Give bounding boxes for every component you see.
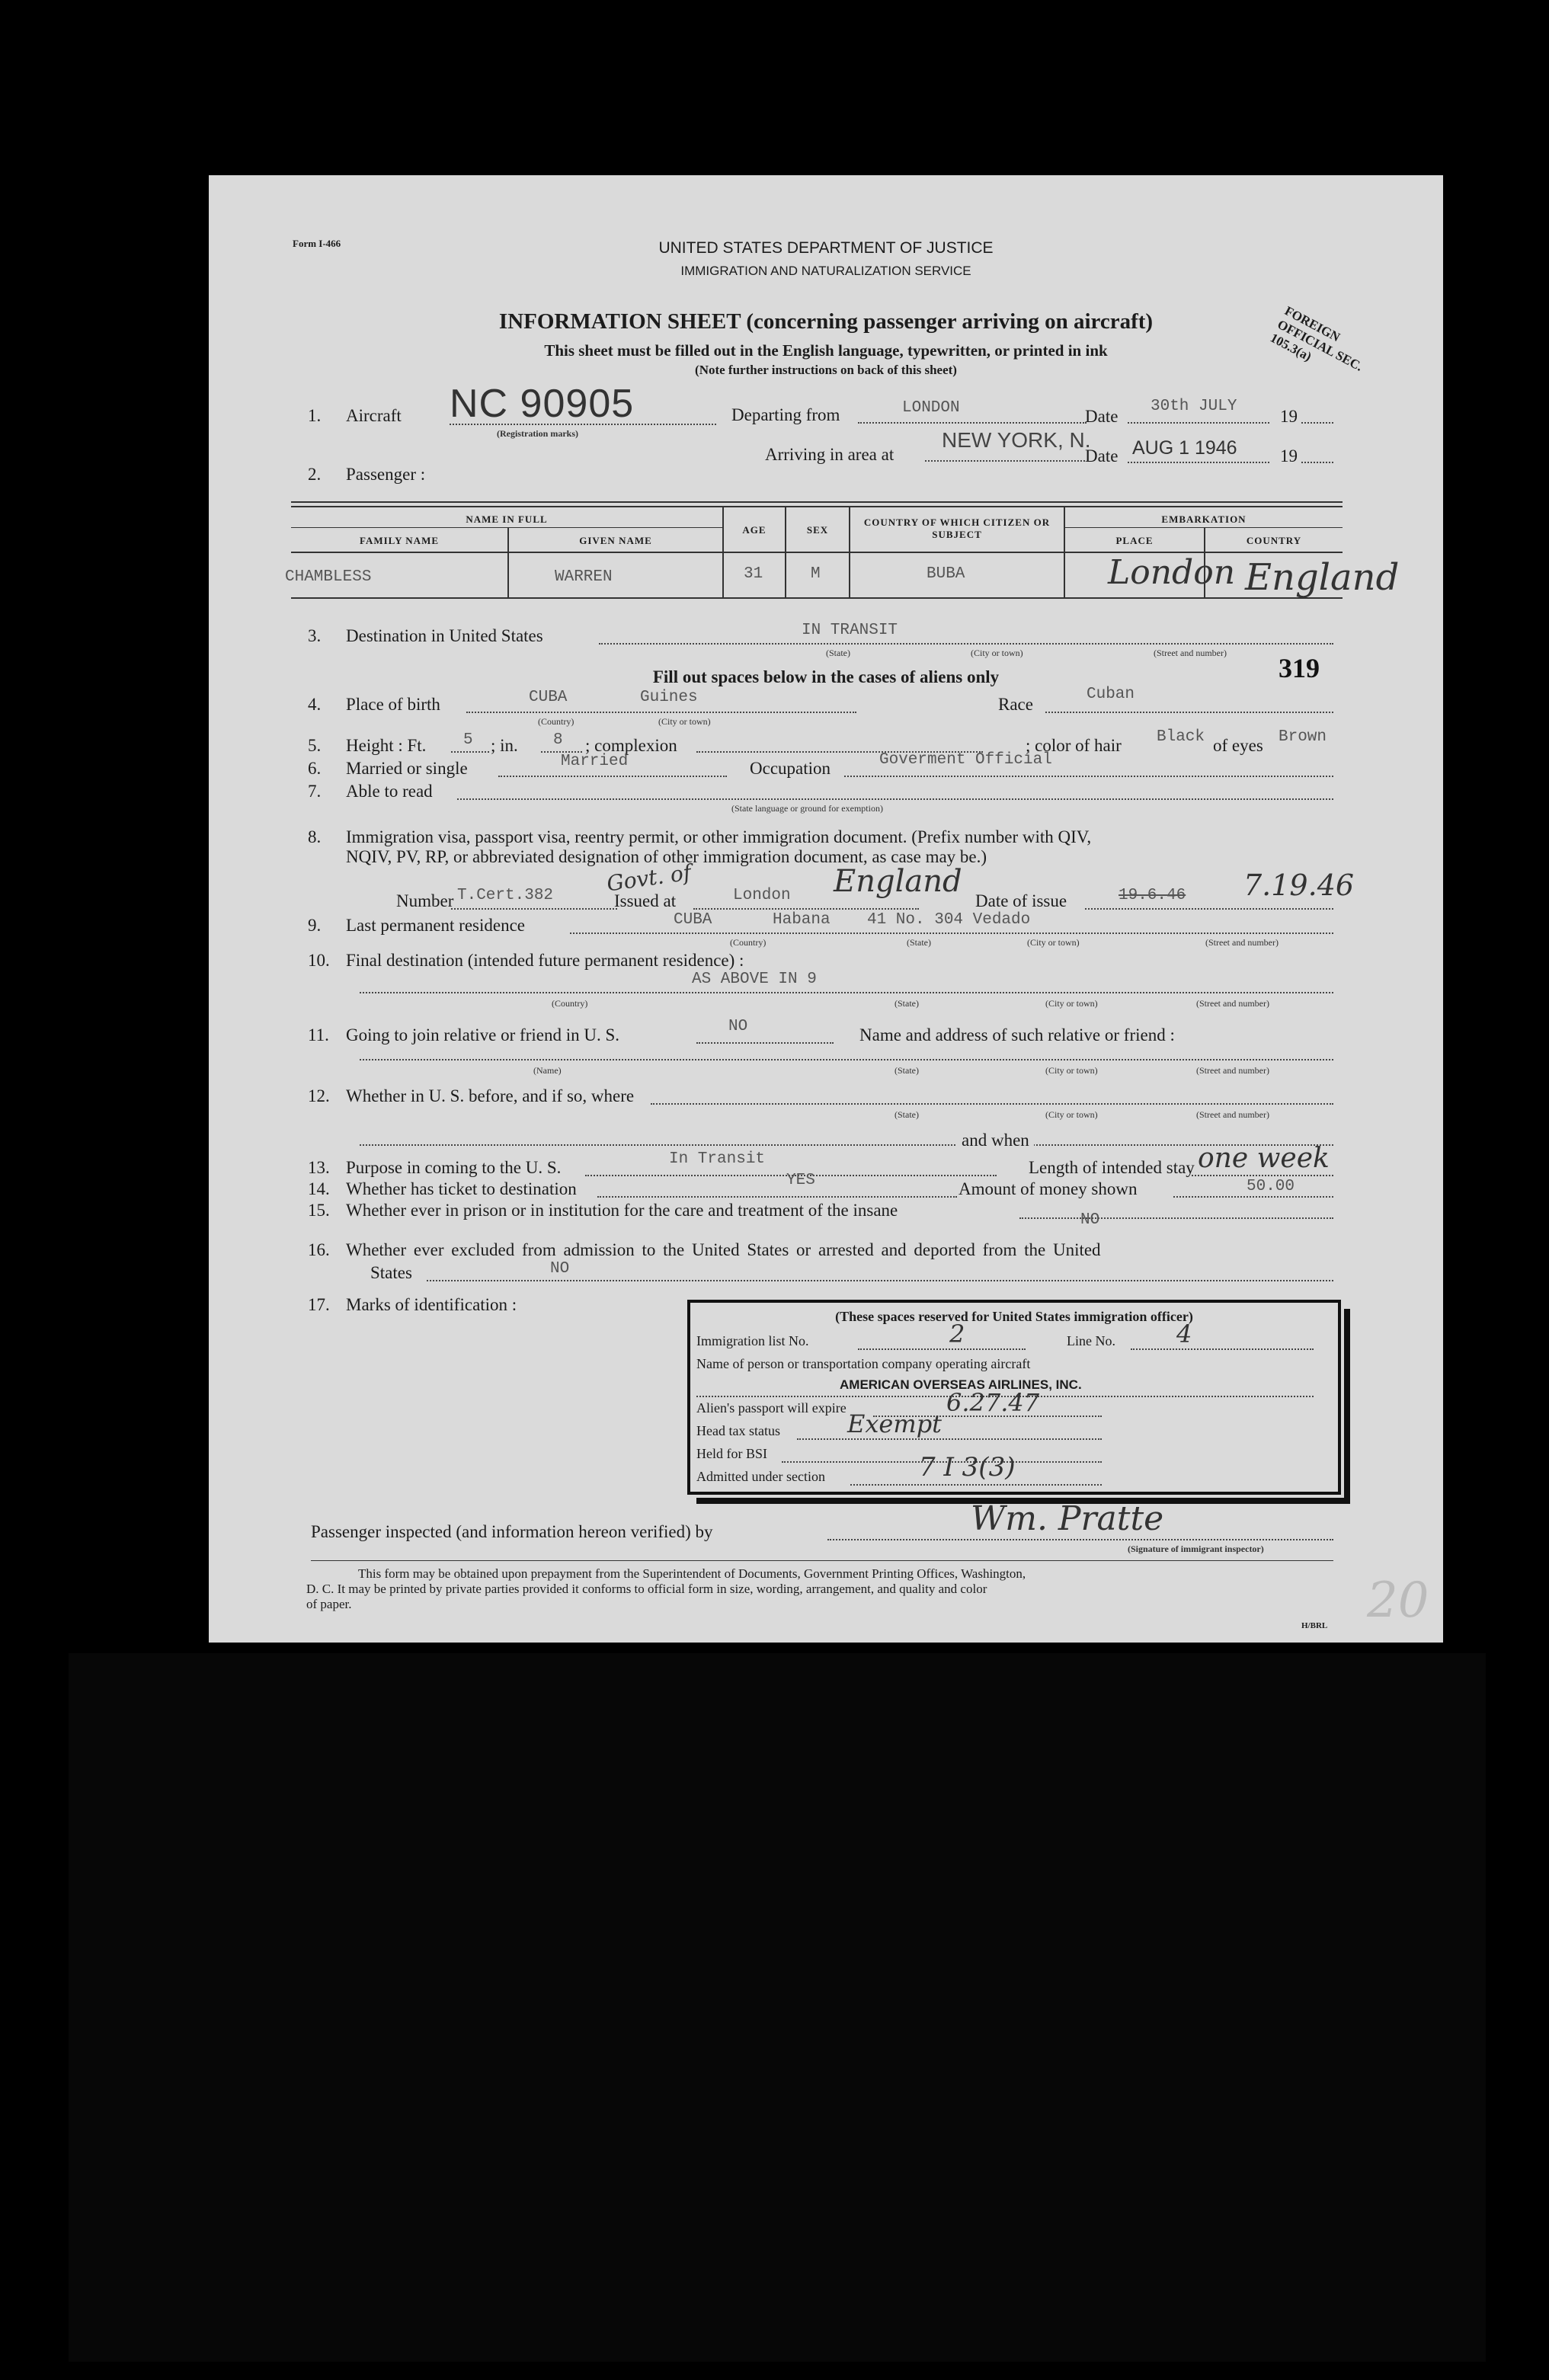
q10-city-sub: (City or town) — [1045, 998, 1098, 1009]
q8-line2: NQIV, PV, RP, or abbreviated designation of other immigration document, as case may be.) — [346, 847, 987, 866]
race-label: Race — [998, 695, 1033, 714]
age-value: 31 — [744, 565, 763, 583]
immigration-list-value: 2 — [949, 1320, 965, 1348]
height-feet-value: 5 — [463, 731, 473, 749]
read-label: Able to read — [346, 782, 433, 801]
married-label: Married or single — [346, 759, 468, 778]
sex-value: M — [811, 565, 821, 583]
q5-number: 5. — [308, 736, 322, 755]
immigration-list-label: Immigration list No. — [696, 1333, 809, 1348]
money-value: 50.00 — [1247, 1178, 1295, 1195]
hair-value: Black — [1157, 728, 1205, 746]
purpose-value: In Transit — [669, 1150, 766, 1168]
officer-box-title: (These spaces reserved for United States immigration officer) — [835, 1309, 1193, 1324]
and-when-label: and when — [957, 1131, 1034, 1150]
line-no-label: Line No. — [1067, 1333, 1115, 1348]
height-label: Height : Ft. — [346, 736, 427, 755]
money-label: Amount of money shown — [959, 1179, 1138, 1198]
birth-city-value: Guines — [640, 689, 698, 706]
race-value: Cuban — [1087, 686, 1135, 703]
birth-city-sub: (City or town) — [658, 716, 711, 727]
q11-name-sub: (Name) — [533, 1065, 562, 1076]
relative-name-address-label: Name and address of such relative or friend : — [859, 1025, 1175, 1044]
footer-line-3: of paper. — [306, 1597, 352, 1611]
page-title: INFORMATION SHEET (concerning passenger arriving on aircraft) — [498, 309, 1154, 334]
item-1-number: 1. — [308, 406, 322, 425]
q14-number: 14. — [308, 1179, 330, 1198]
date-of-issue-label: Date of issue — [975, 891, 1067, 910]
birth-country-sub: (Country) — [538, 716, 574, 727]
form-number: Form I-466 — [293, 238, 341, 249]
name-in-full-header: NAME IN FULL — [466, 513, 548, 525]
item-2-number: 2. — [308, 465, 322, 484]
residence-label: Last permanent residence — [346, 916, 525, 935]
q10-street-sub: (Street and number) — [1196, 998, 1269, 1009]
footer-line-2: D. C. It may be printed by private parties provided it conforms to official form in size, wording, arrangement, and quality and color — [306, 1582, 987, 1596]
passport-expire-value: 6.27.47 — [946, 1388, 1040, 1417]
q12-street-sub: (Street and number) — [1196, 1109, 1269, 1120]
eyes-value: Brown — [1279, 728, 1327, 746]
relative-value: NO — [728, 1018, 748, 1035]
embark-country-value: England — [1245, 556, 1400, 599]
issued-at-label: Issued at — [614, 891, 677, 910]
place-header: PLACE — [1115, 535, 1154, 546]
company-value: AMERICAN OVERSEAS AIRLINES, INC. — [840, 1377, 1082, 1392]
departing-date-value: 30th JULY — [1151, 398, 1237, 415]
final-destination-label: Final destination (intended future permanent residence) : — [346, 951, 744, 970]
q9-street-sub: (Street and number) — [1205, 937, 1279, 948]
final-destination-value: AS ABOVE IN 9 — [692, 971, 817, 988]
family-name-header: FAMILY NAME — [359, 535, 440, 546]
arriving-date-value: AUG 1 1946 — [1132, 437, 1237, 459]
q3-street-sub: (Street and number) — [1154, 648, 1227, 658]
admitted-section-value: 7 I 3(3) — [919, 1452, 1016, 1483]
hair-label: ; color of hair — [1026, 736, 1122, 755]
departing-year: 19 — [1280, 407, 1298, 426]
ticket-label: Whether has ticket to destination — [346, 1179, 577, 1198]
citizen-country-header: COUNTRY OF WHICH CITIZEN OR SUBJECT — [863, 517, 1051, 540]
admitted-section-label: Admitted under section — [696, 1469, 825, 1484]
information-sheet — [209, 175, 1443, 1643]
citizen-value: BUBA — [927, 565, 965, 583]
q10-country-sub: (Country) — [552, 998, 588, 1009]
q4-label: Place of birth — [346, 695, 440, 714]
service-title: IMMIGRATION AND NATURALIZATION SERVICE — [680, 264, 971, 278]
birth-country-value: CUBA — [529, 689, 568, 706]
given-name-header: GIVEN NAME — [579, 535, 652, 546]
prison-label: Whether ever in prison or in institution for the care and treatment of the insane — [346, 1201, 898, 1220]
residence-country-value: CUBA — [674, 911, 712, 929]
excluded-label-2: States — [370, 1263, 412, 1282]
signature-sub: (Signature of immigrant inspector) — [1128, 1543, 1264, 1554]
departing-date-label: Date — [1085, 407, 1119, 426]
aliens-heading: Fill out spaces below in the cases of aliens only — [652, 667, 1000, 686]
q10-number: 10. — [308, 951, 330, 970]
q10-state-sub: (State) — [895, 998, 919, 1009]
length-of-stay-value: one week — [1198, 1143, 1330, 1174]
residence-street-value: 41 No. 304 Vedado — [867, 911, 1031, 929]
registration-marks-sub: (Registration marks) — [497, 428, 578, 439]
us-before-label: Whether in U. S. before, and if so, where — [346, 1086, 635, 1105]
document-number-value: T.Cert.382 — [457, 887, 554, 904]
line-no-value: 4 — [1176, 1320, 1192, 1348]
relative-label: Going to join relative or friend in U. S. — [346, 1025, 619, 1044]
q12-number: 12. — [308, 1086, 330, 1105]
q11-number: 11. — [308, 1025, 329, 1044]
country-header: COUNTRY — [1246, 535, 1302, 546]
prison-value: NO — [1080, 1211, 1100, 1229]
margin-number: 20 — [1367, 1572, 1429, 1629]
ticket-value: YES — [786, 1172, 815, 1189]
arriving-year: 19 — [1280, 446, 1298, 465]
inspector-signature: Wm. Pratte — [971, 1499, 1164, 1538]
foreign-official-stamp: FOREIGN OFFICIAL SEC. 105.3(a) — [1268, 303, 1365, 374]
q17-number: 17. — [308, 1295, 330, 1314]
q8-number: 8. — [308, 827, 322, 846]
arriving-value: NEW YORK, N. — [942, 428, 1091, 452]
embark-place-value: London — [1108, 553, 1236, 592]
head-tax-value: Exempt — [847, 1409, 943, 1438]
eyes-label: of eyes — [1213, 736, 1263, 755]
arriving-date-label: Date — [1085, 446, 1119, 465]
q3-city-sub: (City or town) — [971, 648, 1023, 658]
passenger-label: Passenger : — [346, 465, 426, 484]
q12-state-sub: (State) — [895, 1109, 919, 1120]
length-of-stay-label: Length of intended stay — [1029, 1158, 1195, 1177]
issued-at-value: London — [733, 887, 791, 904]
q13-number: 13. — [308, 1158, 330, 1177]
occupation-value: Goverment Official — [879, 751, 1052, 769]
q9-country-sub: (Country) — [730, 937, 766, 948]
q3-number: 3. — [308, 626, 322, 645]
complexion-label: ; complexion — [585, 736, 677, 755]
note-text: (Note further instructions on back of this sheet) — [695, 363, 957, 377]
embarkation-header: EMBARKATION — [1161, 513, 1247, 525]
departing-value: LONDON — [902, 399, 960, 417]
govt-of-handwritten: Govt. of — [605, 859, 693, 897]
q3-state-sub: (State) — [826, 648, 850, 658]
family-name-value: CHAMBLESS — [285, 568, 372, 586]
age-header: AGE — [742, 524, 766, 536]
sex-header: SEX — [806, 524, 829, 536]
q12-city-sub: (City or town) — [1045, 1109, 1098, 1120]
marks-label: Marks of identification : — [346, 1295, 517, 1314]
excluded-label: Whether ever excluded from admission to the United States or arrested and deported from the United — [346, 1240, 1101, 1259]
date-of-issue-value: 19.6.46 — [1119, 887, 1186, 904]
excluded-value: NO — [550, 1260, 570, 1278]
q11-street-sub: (Street and number) — [1196, 1065, 1269, 1076]
q9-number: 9. — [308, 916, 322, 935]
q11-city-sub: (City or town) — [1045, 1065, 1098, 1076]
aircraft-value: NC 90905 — [450, 382, 635, 426]
q8-line1: Immigration visa, passport visa, reentry permit, or other immigration document. (Prefix number with QIV, — [346, 827, 1092, 846]
instruction-text: This sheet must be filled out in the English language, typewritten, or printed in ink — [544, 341, 1108, 360]
q3-value: IN TRANSIT — [802, 622, 898, 639]
residence-city-value: Habana — [773, 911, 831, 929]
arriving-label: Arriving in area at — [765, 445, 895, 464]
q16-number: 16. — [308, 1240, 330, 1259]
q3-label: Destination in United States — [346, 626, 543, 645]
officer-reserved-box — [687, 1300, 1341, 1495]
date-of-issue-handwritten: 7.19.46 — [1243, 869, 1355, 902]
aircraft-label: Aircraft — [346, 406, 402, 425]
height-inches-value: 8 — [553, 731, 563, 749]
passport-expire-label: Alien's passport will expire — [696, 1400, 847, 1416]
scan-background — [69, 1653, 1486, 2362]
q11-state-sub: (State) — [895, 1065, 919, 1076]
issued-at-handwritten: England — [834, 864, 962, 899]
q7-number: 7. — [308, 782, 322, 801]
footer-line-1: This form may be obtained upon prepayment from the Superintendent of Documents, Government Printing Offices, Washington, — [358, 1566, 1026, 1581]
purpose-label: Purpose in coming to the U. S. — [346, 1158, 562, 1177]
inches-label: ; in. — [491, 736, 518, 755]
read-sub: (State language or ground for exemption) — [731, 803, 883, 814]
q9-city-sub: (City or town) — [1027, 937, 1080, 948]
number-label: Number — [396, 891, 454, 910]
q6-number: 6. — [308, 759, 322, 778]
married-value: Married — [561, 753, 629, 770]
head-tax-label: Head tax status — [696, 1423, 780, 1438]
inspected-label: Passenger inspected (and information hereon verified) by — [311, 1522, 713, 1541]
occupation-label: Occupation — [750, 759, 831, 778]
footer-code: H/BRL — [1301, 1621, 1328, 1630]
q9-state-sub: (State) — [907, 937, 931, 948]
company-label: Name of person or transportation company operating aircraft — [696, 1356, 1031, 1371]
q4-number: 4. — [308, 695, 322, 714]
bsi-label: Held for BSI — [696, 1446, 767, 1461]
department-title: UNITED STATES DEPARTMENT OF JUSTICE — [658, 239, 994, 257]
stamp-number: 319 — [1279, 653, 1320, 683]
departing-label: Departing from — [731, 405, 840, 424]
q15-number: 15. — [308, 1201, 330, 1220]
given-name-value: WARREN — [555, 568, 613, 586]
